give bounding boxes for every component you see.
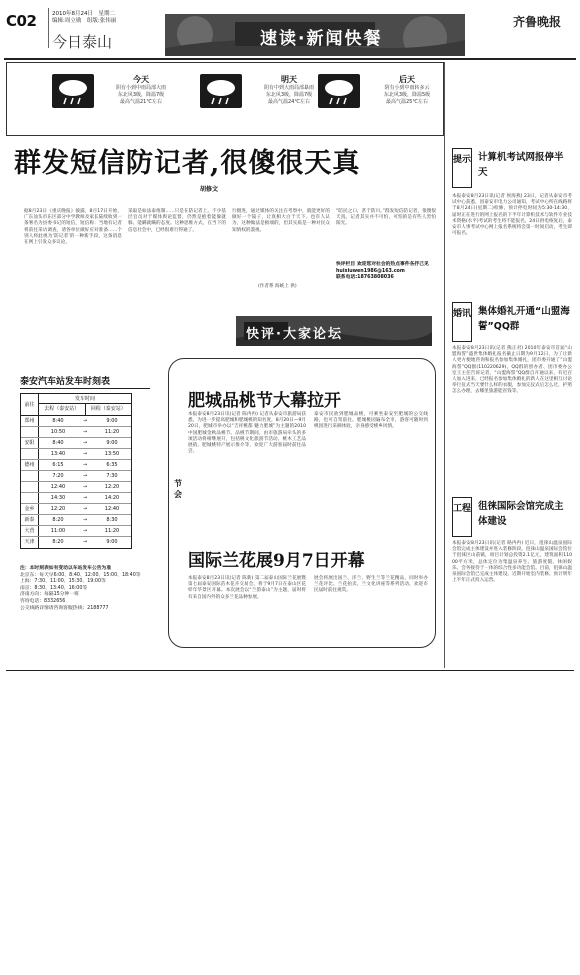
weather-line: 阴有中到大雨局部暴雨 [263,85,314,91]
bus-table-row [21,460,131,471]
bus-city-cell: 郑州 [21,416,39,426]
festival-story-title: 肥城品桃节大幕拉开 [188,391,341,411]
bus-header-sub: 发车时间 [39,394,131,404]
festival-story-text: 本报泰安8月23日讯(记者 陈冉冉) 记者从泰安市旅游局获悉，为进一步提高肥城和肥城桃的知名度，8月20日—9月20日，肥城市举办以“吉祥桃都 魅力肥城”为主题的2010中国肥城金秋品桃节。品桃节期间，由市旅游局牵头的多项活动将相继展开，包括桃文化旅游节活动、桃木工艺品展销、肥城桃特产展示推介等，欢迎广大游客届时前往品尝。 [188,412,306,455]
byline: 胡修文 [200,186,219,193]
contact-email[interactable]: huixiuwen1986@163.com [336,268,405,274]
bus-city-cell [21,471,39,481]
activity-box [336,262,436,282]
newspaper-logo: 齐鲁晚报 [513,15,562,29]
bus-time-cell: 8:20 [52,517,64,523]
bus-arrow-cell: → [82,539,88,545]
bus-time-cell: 11:20 [104,429,120,435]
bus-note: 注：本时刻表如有变动以车站发车公告为准 [20,566,112,571]
bus-title: 泰安汽车站发车时刻表 [20,377,111,387]
article-column: 采取是如法泰炮制……只是在防记者上。不少基层官员对于媒体舆论监督，仍然是抱着能躲就躲、能瞒就瞒的态度。这种思维方式，在当下的信息社会中，已经很难行得通了。 [128,209,226,233]
bus-arrow-cell: → [82,429,88,435]
weather-today [52,72,192,132]
banner-title: 速读·新闻快餐 [260,29,383,49]
bus-table-row [21,504,131,515]
rain-cloud-icon [200,74,242,108]
bus-time-cell: 12:40 [50,484,66,490]
bus-arrow-cell: → [82,495,88,501]
bus-time-cell: 11:20 [104,528,120,534]
weather-day-title: 明天 [281,75,297,84]
bus-note-line: 北京东：每天早6:00、8:40、12:00、15:00、18:40等 [20,572,141,578]
bus-arrow-cell: → [82,484,88,490]
article-column: “防民之口，甚于防川。”群发短信防记者，很傻很天真。记者其实并不可怕，可怕的是有些人害怕阳光。 [336,209,436,227]
bus-arrow-cell: → [82,451,88,457]
page-header [0,0,580,58]
bus-time-cell: 12:20 [104,484,120,490]
bus-table [20,393,132,549]
page-number: C02 [6,12,37,30]
bus-notes [20,566,152,612]
bus-note-line: 南京：8:30、13:40、16:00等 [20,585,88,591]
rain-cloud-icon [52,74,94,108]
weather-line: 最高气温24℃左右 [268,99,310,105]
header-divider [48,8,49,48]
bus-table-row [21,416,131,427]
bus-time-cell: 12:40 [104,506,120,512]
festival-story-text: 泰安市民欲到肥城品桃，可乘坐泰安至肥城的公交线路，也可自驾前往。肥城桃园遍布全市，游客可随时到桃园进行采摘体验，亲身感受桃乡风情。 [314,412,428,430]
bus-city-cell: 天津 [21,537,39,548]
bus-city-cell: 新泰 [21,515,39,525]
contact-phone: 联系电话:18763808036 [336,275,394,280]
bus-time-cell: 7:20 [52,473,64,479]
bus-time-cell: 14:30 [50,495,66,501]
kuaiping-banner [236,316,432,346]
rain-cloud-icon [318,74,360,108]
bus-city-cell: 大营 [21,526,39,536]
bus-time-cell: 12:20 [50,506,66,512]
article-column: 据8月23日《重庆晚报》披露，8月17日开始，广东汕头市东区部分中学教师及家长陆续收到一条署名为县委书记的短信，短信称：当地有记者将前往采访调查，请各单位做好应对准备……个别人将此视为‘防记者’的一种新手段。这条消息在网上引发众多议论。 [24,209,122,246]
weather-line: 东北风3级，降温5级 [383,92,431,98]
activity-title: 快评栏目 欢迎您对社会的热点事件各抒己见 [336,262,429,267]
bus-arrow-cell: → [82,506,88,512]
bus-note-line: 公交线路详情请咨询客服热线：2188777 [20,605,109,611]
author-note: (作者系 海峡上 供) [258,284,297,289]
bus-time-cell: 9:00 [106,539,118,545]
date-line: 2010年8月24日 星期二 [52,11,115,17]
bus-time-cell: 8:30 [106,517,118,523]
bottom-rule [6,670,574,671]
bus-table-body [21,416,131,548]
bus-note-line: 咨询电话：8332656 [20,598,66,604]
bus-city-cell [21,493,39,503]
bus-city-cell [21,482,39,492]
bus-time-cell: 11:00 [50,528,66,534]
bus-time-cell: 10:50 [50,429,66,435]
bus-table-row [21,438,131,449]
bus-table-row [21,471,131,482]
bus-table-row [21,526,131,537]
weather-line: 东北风3级，降温7级 [265,92,313,98]
banner [165,14,465,56]
weather-line: 最高气温25℃左右 [386,99,428,105]
bus-time-cell: 14:20 [104,495,120,501]
sidebar-tag: 提示 [452,148,472,188]
bus-header-a: 去程（泰安站） [39,404,86,415]
bus-city-cell [21,449,39,459]
festival-side-label: 节会 [174,479,182,499]
bus-arrow-cell: → [82,418,88,424]
weather-line: 东北风3级，降温7级 [117,92,165,98]
sidebar-title: 计算机考试网报停半天 [478,152,564,178]
bus-city-cell: 安阳 [21,438,39,448]
bus-time-cell: 9:00 [106,440,118,446]
header-meta [52,11,116,25]
bus-header-b: 回程（泰安站） [90,406,126,412]
sidebar-tag: 工程 [452,497,472,537]
bus-time-cell: 8:20 [52,539,64,545]
bus-time-cell: 6:35 [106,462,118,468]
kuaiping-title: 快评·大家论坛 [246,327,343,342]
bus-note-line: 济南方向：每隔15分钟一班 [20,592,79,598]
bus-city-cell [21,427,39,437]
weather-day-after [318,72,458,132]
bus-note-line: 上海：7:30、11:00、15:30、19:00等 [20,579,106,585]
festival-story-title: 国际兰花展9月7日开幕 [188,551,365,571]
sidebar-text: 本报泰安8月23日讯(记者 熊正君) 2010年泰安市首届“山盟海誓”盛世集体婚礼报名截止日期为9月12日，为了让新人更方便地咨询和报名参加集体婚礼，团市委开通了“山盟海誓”QQ群(110220629)。QQ群的创办者、团市委办公室王主任告诉记者，“山盟海誓”QQ群自开通以来，有近百人加入进来，已经报名参加集体婚礼的新人在这里相互讨论举行仪式当天要什么样的衣服，参加完仪式后怎么过，护照怎么办理，去哪里旅游能省钱等。 [452,346,572,395]
bus-time-cell: 8:40 [52,440,64,446]
sidebar-text: 本报泰安8月23日讯(记者 路冉冉) 近日，徂徕山温泉国际会馆完成主体建设并进入装修阶段。徂徕山温泉国际会馆位于徂徕区山前镇，项目计划总投资2.1亿元，建筑面积11000平方米，总体定位为集温泉养生、旅游度假、休闲娱乐、会务接待于一体的综合性多功能会馆。目前，徂徕山温泉国际会馆已完成主体建设，近期开始室内装修。预计明年上半年正式投入运营。 [452,541,572,584]
sidebar-text: 本报泰安8月23日讯(记者 侯海燕) 23日，记者从泰安市考试中心获悉，因泰安市电力公司通知，考试中心所在线路将于8月24日(星期二)检修，预计停电时间为5:30-14:30，届时正在进行的网上报名的下半年计算机技术与软件专业技术资格(水平)考试的考生将不能报名，24日供电恢复后，泰安市人事考试中心网上报名系统将会第一时间启动，考生即可报名。 [452,194,572,237]
bus-arrow-cell: → [82,440,88,446]
bus-time-cell: 13:40 [50,451,66,457]
header-rule [4,58,576,60]
main-headline: 群发短信防记者,很傻很天真 [14,148,361,179]
bus-arrow-cell: → [82,462,88,468]
festival-story-text: 展会将展出国兰、洋兰、野生兰等兰花精品，同时举办兰花评比、兰花拍卖、兰文化讲座等系列活动，欢迎市民届时前往观赏。 [314,576,428,594]
column-name: 今日泰山 [52,33,113,51]
weather-line: 阴有小到中雨转多云 [384,85,430,91]
festival-story-text: 本报泰安8月23日讯(记者 陈新) 第二届泰山国际兰花展暨第七届泰安国际苗木花卉交易会，将于9月7日在泰山区花样年华景区开幕。本次展会以“兰韵泰山”为主题，届时将有来自国内外的众多兰花品种参展。 [188,576,306,600]
bus-arrow-cell: → [82,517,88,523]
sidebar-divider [444,62,445,668]
bus-time-cell: 6:15 [52,462,64,468]
bus-city-cell: 金乡 [21,504,39,514]
weather-day-title: 今天 [133,75,149,84]
bus-time-cell: 13:50 [104,451,120,457]
article-column: 行摄进，通过媒体的关注在考察中，就能更好的做好一个镜子，让真相大白于天下。也有人认为，这种做法是极端的，但其实质是一种对民众知情权的漠视。 [232,209,330,233]
bus-title-rule [20,388,150,389]
bus-city-cell: 德州 [21,460,39,470]
bus-table-row [21,493,131,504]
bus-arrow-cell: → [82,528,88,534]
bus-time-cell: 9:00 [106,418,118,424]
bus-header-dir: 前往 [21,394,39,415]
editor-line: 编辑:周立勋 组版:张伟丽 [52,18,117,24]
bus-table-row [21,482,131,493]
bus-table-header [21,394,131,416]
bus-arrow-cell: → [82,473,88,479]
sidebar-title: 徂徕国际会馆完成主体建设 [478,501,564,527]
weather-line: 阴有小到中雨局部大雨 [115,85,166,91]
bus-table-row [21,515,131,526]
bus-table-row [21,449,131,460]
bus-time-cell: 7:30 [106,473,118,479]
bus-table-row [21,537,131,548]
bus-table-row [21,427,131,438]
weather-day-title: 后天 [399,75,415,84]
sidebar-title: 集体婚礼开通“山盟海誓”QQ群 [478,306,570,332]
sidebar-tag: 婚讯 [452,302,472,342]
bus-time-cell: 8:40 [52,418,64,424]
weather-line: 最高气温21℃左右 [120,99,162,105]
